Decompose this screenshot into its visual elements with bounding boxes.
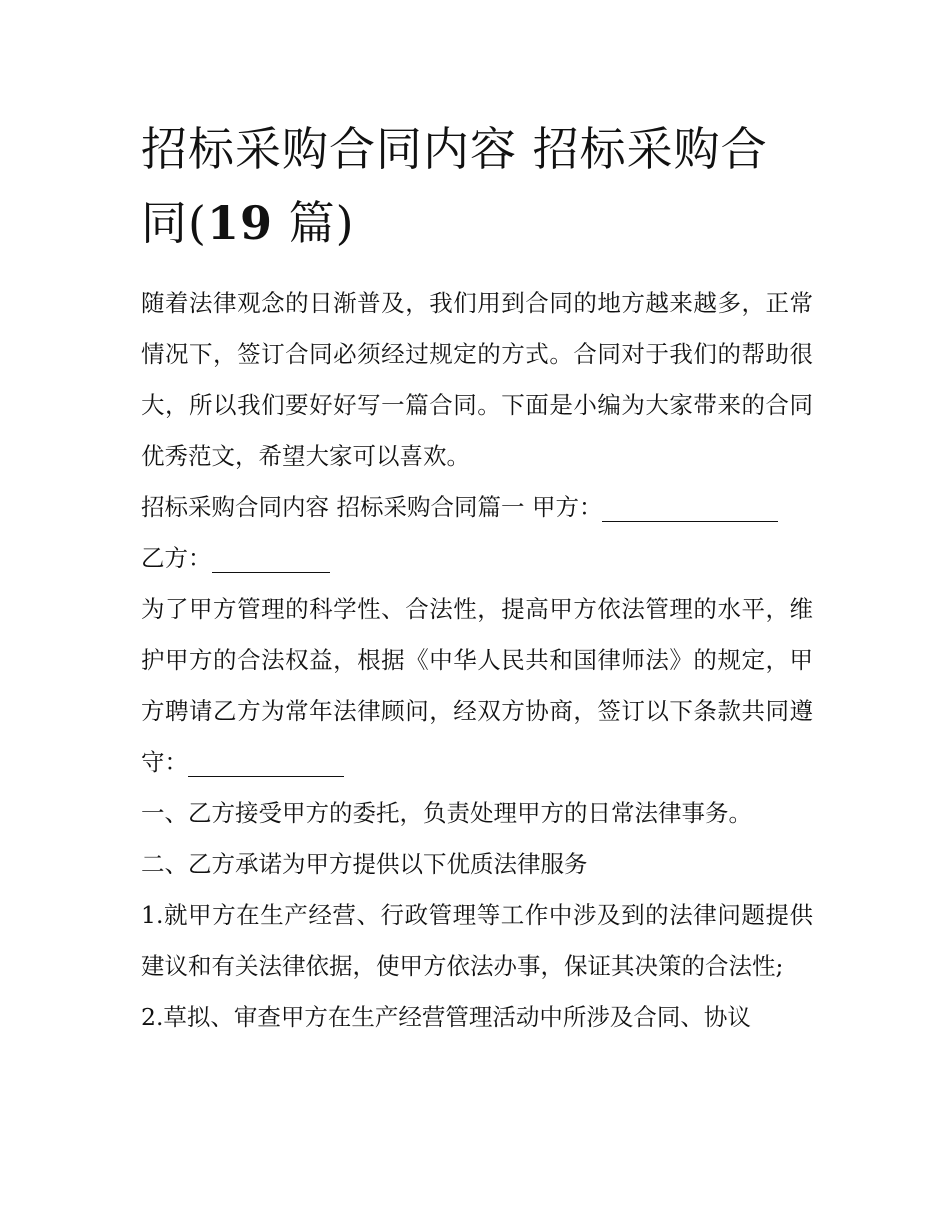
title-number: 19 <box>206 196 273 250</box>
intro-paragraph: 随着法律观念的日渐普及，我们用到合同的地方越来越多，正常情况下，签订合同必须经过规定的方式。合同对于我们的帮助很大，所以我们要好好写一篇合同。下面是小编为大家带来的合同优秀范文，希望大家可以喜欢。 <box>141 289 813 470</box>
document-content <box>141 112 813 1043</box>
item-1: 1.就甲方在生产经营、行政管理等工作中涉及到的法律问题提供建议和有关法律依据，使甲方依法办事，保证其决策的合法性; <box>141 901 813 980</box>
party-a-blank <box>602 496 778 522</box>
clause-2: 二、乙方承诺为甲方提供以下优质法律服务 <box>141 850 588 878</box>
party-a-label: 招标采购合同内容 招标采购合同篇一 甲方： <box>141 493 603 521</box>
purpose-text: 为了甲方管理的科学性、合法性，提高甲方依法管理的水平，维护甲方的合法权益，根据《中华人民共和国律师法》的规定，甲方聘请乙方为常年法律顾问，经双方协商，签订以下条款共同遵守： <box>141 595 813 776</box>
purpose-paragraph <box>141 584 813 788</box>
item-2: 2.草拟、审查甲方在生产经营管理活动中所涉及合同、协议 <box>141 1003 751 1031</box>
purpose-blank <box>188 751 344 777</box>
title-text-2: 篇) <box>272 196 355 250</box>
clause-1: 一、乙方接受甲方的委托，负责处理甲方的日常法律事务。 <box>141 799 752 827</box>
party-b-line <box>141 533 813 584</box>
document-body <box>141 278 813 1043</box>
party-a-line <box>141 482 813 533</box>
party-b-blank <box>212 547 330 573</box>
title-text-1: 招标采购合同内容 招标采购合同( <box>141 122 768 250</box>
document-title <box>141 112 813 260</box>
party-b-label: 乙方： <box>141 544 212 572</box>
